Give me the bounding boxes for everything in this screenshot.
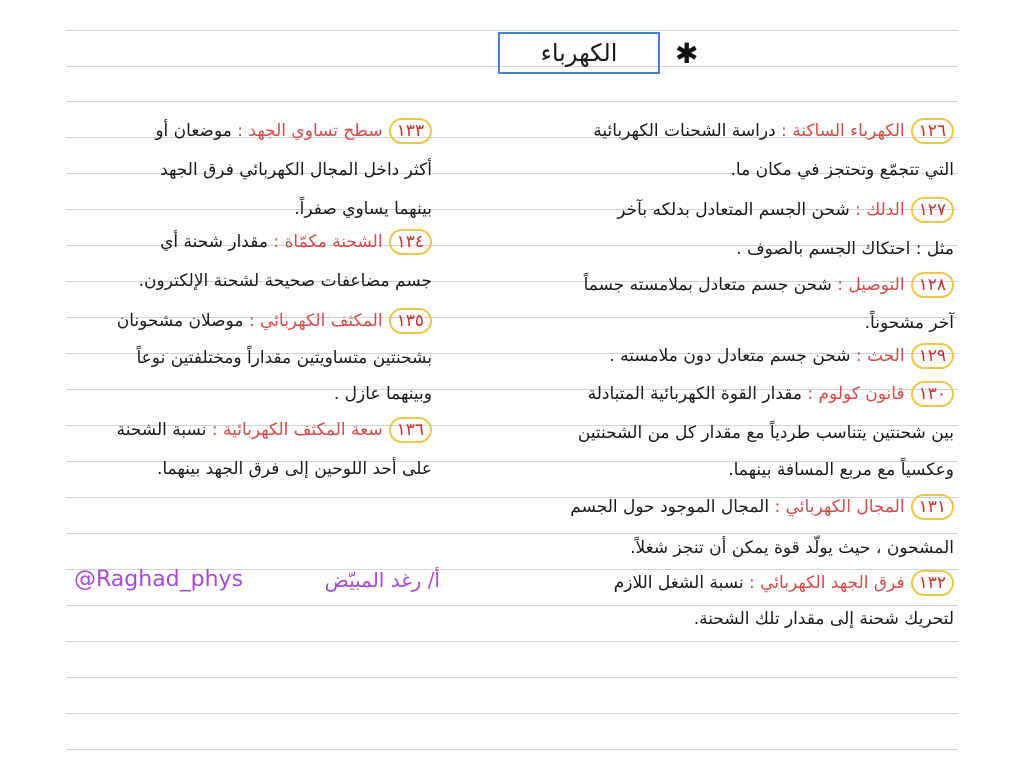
continuation-line xyxy=(736,236,954,262)
definition-text: دراسة الشحنات الكهربائية xyxy=(593,121,776,141)
term-label: التوصيل : xyxy=(831,275,905,295)
continuation-line xyxy=(578,420,954,446)
definition-text: موصلان مشحونان xyxy=(116,311,244,331)
asterisk-icon: ✱ xyxy=(675,37,699,70)
definition-text: مثل : احتكاك الجسم بالصوف . xyxy=(736,239,954,259)
definition-text: آخر مشحوناً. xyxy=(864,313,954,333)
definition-text: المشحون ، حيث يولّد قوة يمكن أن تنجز شغلاً. xyxy=(630,538,954,558)
twitter-handle: @Raghad_phys xyxy=(74,567,244,592)
term-label: سعة المكثف الكهربائية : xyxy=(206,420,383,440)
item-number: ١٣٢ xyxy=(911,570,954,596)
continuation-line xyxy=(157,456,432,482)
term-label: سطح تساوي الجهد : xyxy=(231,121,383,141)
definition-text: المجال الموجود حول الجسم xyxy=(570,497,770,517)
definition-text: بين شحنتين يتناسب طردياً مع مقدار كل من الشحنتين xyxy=(577,423,954,443)
definition-text: مقدار القوة الكهربائية المتبادلة xyxy=(587,384,802,404)
item-number: ١٣٦ xyxy=(389,417,432,443)
definition-line xyxy=(570,494,954,520)
term-label: الشحنة مكمّاة : xyxy=(267,232,383,252)
item-number: ١٣٤ xyxy=(389,229,432,255)
item-number: ١٢٧ xyxy=(911,197,954,223)
term-label: المجال الكهربائي : xyxy=(769,497,905,517)
continuation-line xyxy=(630,535,954,561)
definition-text: التي تتجمّع وتحتجز في مكان ما. xyxy=(730,160,954,180)
definition-text: بينهما يساوي صفراً. xyxy=(294,199,432,219)
continuation-line xyxy=(865,310,954,336)
definition-text: شحن جسم متعادل بملامسته جسماً xyxy=(583,275,832,295)
definition-text: موضعان أو xyxy=(155,121,232,141)
definition-text: وبينهما عازل . xyxy=(333,384,432,404)
definition-text: أكثر داخل المجال الكهربائي فرق الجهد xyxy=(160,160,432,180)
author-signature: أ/ رغد المبيّض xyxy=(324,568,440,592)
definition-text: شحن جسم متعادل دون ملامسته . xyxy=(609,346,851,366)
definition-line xyxy=(117,417,432,443)
term-label: المكثف الكهربائي : xyxy=(243,311,383,331)
item-number: ١٢٨ xyxy=(911,272,954,298)
continuation-line xyxy=(294,196,432,222)
definition-text: على أحد اللوحين إلى فرق الجهد بينهما. xyxy=(156,459,432,479)
item-number: ١٣٣ xyxy=(389,118,432,144)
definition-line xyxy=(609,343,954,369)
page-title: الكهرباء xyxy=(498,32,660,74)
definition-line xyxy=(584,272,954,298)
term-label: الكهرباء الساكنة : xyxy=(775,121,905,141)
continuation-line xyxy=(728,457,954,483)
term-label: قانون كولوم : xyxy=(801,384,905,404)
definition-text: نسبة الشغل اللازم xyxy=(613,573,744,593)
definition-line xyxy=(160,229,432,255)
definition-text: نسبة الشحنة xyxy=(116,420,207,440)
continuation-line xyxy=(731,157,954,183)
definition-line xyxy=(117,308,432,334)
definition-text: وعكسياً مع مربع المسافة بينهما. xyxy=(728,460,954,480)
item-number: ١٣٥ xyxy=(389,308,432,334)
definition-text: شحن الجسم المتعادل بدلكه بآخر xyxy=(617,200,850,220)
continuation-line xyxy=(139,268,432,294)
item-number: ١٢٩ xyxy=(911,343,954,369)
item-number: ١٢٦ xyxy=(911,118,954,144)
definition-line xyxy=(593,118,954,144)
term-label: الدلك : xyxy=(849,200,905,220)
item-number: ١٣١ xyxy=(911,494,954,520)
definition-text: لتحريك شحنة إلى مقدار تلك الشحنة. xyxy=(693,609,954,629)
continuation-line xyxy=(334,381,432,407)
definition-text: بشحنتين متساويتين مقداراً ومختلفتين نوعاً xyxy=(136,348,432,368)
continuation-line xyxy=(136,345,432,371)
item-number: ١٣٠ xyxy=(911,381,954,407)
continuation-line xyxy=(160,157,432,183)
continuation-line xyxy=(694,606,954,632)
definition-line xyxy=(617,197,954,223)
definition-text: جسم مضاعفات صحيحة لشحنة الإلكترون. xyxy=(138,271,432,291)
definition-line xyxy=(588,381,954,407)
definition-line xyxy=(155,118,432,144)
definition-line xyxy=(614,570,954,596)
term-label: فرق الجهد الكهربائي : xyxy=(743,573,905,593)
definition-text: مقدار شحنة أي xyxy=(160,232,268,252)
term-label: الحث : xyxy=(850,346,905,366)
